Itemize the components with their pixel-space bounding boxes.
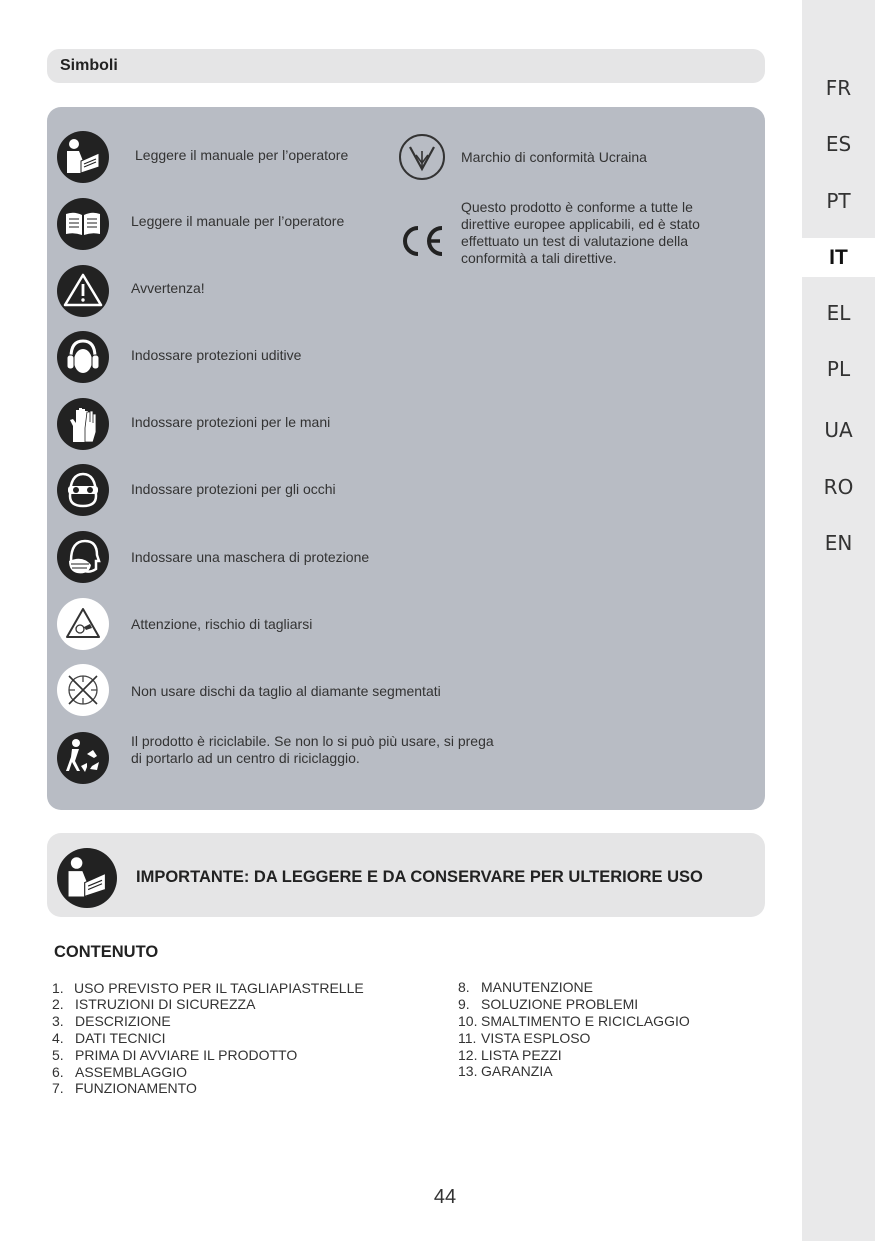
toc-num: 1.	[52, 980, 64, 996]
ce-line-1: Questo prodotto è conforme a tutte le	[461, 199, 693, 215]
dust-mask-icon	[57, 531, 109, 583]
lang-en[interactable]: EN	[824, 531, 853, 555]
toc-item-1	[52, 980, 364, 997]
symbols-header-bar	[47, 49, 765, 83]
toc-label: USO PREVISTO PER IL TAGLIAPIASTRELLE	[74, 980, 364, 996]
symbol-text-open-book: Leggere il manuale per l’operatore	[131, 213, 345, 229]
lang-ua[interactable]: UA	[824, 418, 853, 442]
glove-icon	[57, 398, 109, 450]
symbol-text-recycle	[131, 733, 494, 767]
ce-line-4: conformità a tali direttive.	[461, 250, 617, 266]
ce-line-2: direttive europee applicabili, ed è stato	[461, 216, 700, 232]
toc-item-2	[52, 996, 255, 1013]
toc-item-3	[52, 1013, 171, 1030]
toc-num: 2.	[52, 996, 64, 1012]
toc-item-7	[52, 1080, 197, 1097]
toc-item-4	[52, 1030, 166, 1047]
toc-num: 7.	[52, 1080, 64, 1096]
toc-label: DESCRIZIONE	[75, 1013, 171, 1029]
lang-fr[interactable]: FR	[825, 76, 852, 100]
ear-protection-icon	[57, 331, 109, 383]
toc-num: 4.	[52, 1030, 64, 1046]
lang-pl[interactable]: PL	[826, 357, 851, 381]
toc-item-12	[458, 1047, 562, 1064]
language-sidebar	[802, 0, 875, 1241]
symbol-text-read-manual: Leggere il manuale per l’operatore	[135, 147, 349, 163]
recycle-line-2: di portarlo ad un centro di riciclaggio.	[131, 750, 360, 766]
toc-num: 8.	[458, 979, 470, 995]
toc-num: 6.	[52, 1064, 64, 1080]
toc-label: SMALTIMENTO E RICICLAGGIO	[481, 1013, 690, 1029]
toc-label: ISTRUZIONI DI SICUREZZA	[75, 996, 256, 1012]
toc-item-13	[458, 1063, 553, 1080]
lang-es[interactable]: ES	[825, 132, 852, 156]
recycle-line-1: Il prodotto è riciclabile. Se non lo si può più usare, si prega	[131, 733, 494, 749]
toc-label: LISTA PEZZI	[481, 1047, 562, 1063]
toc-num: 13.	[458, 1063, 478, 1079]
important-notice: IMPORTANTE: DA LEGGERE E DA CONSERVARE PER ULTERIORE USO	[136, 868, 703, 886]
toc-item-9	[458, 996, 638, 1013]
toc-item-10	[458, 1013, 690, 1030]
symbol-text-hand-protection: Indossare protezioni per le mani	[131, 414, 331, 430]
toc-item-5	[52, 1047, 297, 1064]
symbol-text-cut-hazard: Attenzione, rischio di tagliarsi	[131, 616, 313, 632]
toc-num: 11.	[458, 1030, 477, 1046]
recycle-person-icon	[57, 732, 109, 784]
toc-num: 5.	[52, 1047, 64, 1063]
symbol-text-warning: Avvertenza!	[131, 280, 205, 296]
ce-line-3: effettuato un test di valutazione della	[461, 233, 689, 249]
toc-label: DATI TECNICI	[75, 1030, 166, 1046]
read-manual-person-icon	[57, 131, 109, 183]
eye-protection-icon	[57, 464, 109, 516]
toc-num: 9.	[458, 996, 470, 1012]
toc-num: 3.	[52, 1013, 64, 1029]
lang-ro[interactable]: RO	[823, 475, 854, 499]
contents-title: CONTENUTO	[54, 943, 159, 961]
warning-triangle-icon	[57, 265, 109, 317]
ce-mark-icon	[396, 216, 448, 268]
toc-label: PRIMA DI AVVIARE IL PRODOTTO	[75, 1047, 298, 1063]
toc-num: 12.	[458, 1047, 478, 1063]
toc-item-11	[458, 1030, 590, 1047]
toc-label: FUNZIONAMENTO	[75, 1080, 197, 1096]
page-number: 44	[433, 1186, 457, 1208]
ukraine-conformity-mark-icon	[396, 131, 448, 183]
open-book-icon	[57, 198, 109, 250]
toc-label: VISTA ESPLOSO	[481, 1030, 591, 1046]
toc-item-6	[52, 1064, 187, 1081]
cut-hazard-icon	[57, 598, 109, 650]
symbol-text-ear-protection: Indossare protezioni uditive	[131, 347, 302, 363]
toc-label: GARANZIA	[481, 1063, 553, 1079]
symbols-header: Simboli	[60, 57, 118, 74]
symbol-text-mask: Indossare una maschera di protezione	[131, 549, 370, 565]
toc-label: MANUTENZIONE	[481, 979, 593, 995]
toc-num: 10.	[458, 1013, 478, 1029]
no-segmented-disc-icon	[57, 664, 109, 716]
symbol-text-eye-protection: Indossare protezioni per gli occhi	[131, 481, 336, 497]
important-read-manual-icon	[57, 848, 117, 908]
toc-item-8	[458, 979, 593, 996]
lang-it-active[interactable]: IT	[802, 238, 875, 277]
lang-pt[interactable]: PT	[826, 189, 851, 213]
toc-label: ASSEMBLAGGIO	[75, 1064, 188, 1080]
toc-label: SOLUZIONE PROBLEMI	[481, 996, 639, 1012]
lang-el[interactable]: EL	[826, 301, 851, 325]
symbol-text-no-segmented-disc: Non usare dischi da taglio al diamante segmentati	[131, 683, 441, 699]
symbol-text-ce-mark	[461, 199, 700, 267]
symbol-text-ukraine-mark: Marchio di conformità Ucraina	[461, 149, 647, 165]
